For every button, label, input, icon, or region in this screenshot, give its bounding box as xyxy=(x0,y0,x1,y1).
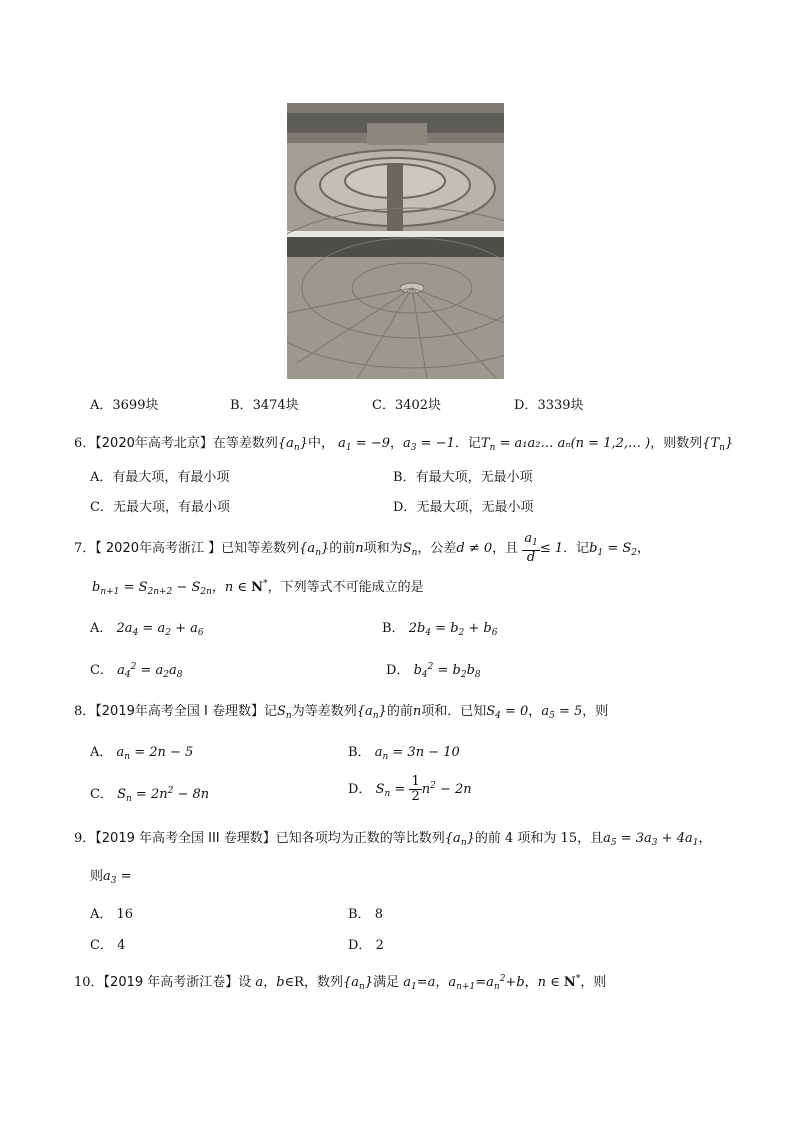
q7-stem: 7．【 2020年高考浙江 】已知等差数列$\{a_n\}$的前n项和为$S_n$，公差d ≠ 0，且 $\frac{a_1}{d}$ ≤ 1．记$b_1 = S_2$， xyxy=(74,531,651,565)
q8-option-b: B． $a_n = 3n - 10$ xyxy=(348,745,460,762)
q7-option-a: A． $2a_4 = a_2 + a_6$ xyxy=(90,621,204,638)
q10-stem: 10．【2019 年高考浙江卷】设 a，b∈R，数列$\{a_n\}$满足 $a_1=a$，$a_{n+1}=a_n^2+b$，n ∈ N*，则 xyxy=(74,974,607,992)
q5-option-c: C．3402块 xyxy=(372,398,442,413)
q9-option-c: C． 4 xyxy=(90,938,126,953)
q6-option-a: A．有最大项，有最小项 xyxy=(90,470,230,485)
q8-option-a: A． $a_n = 2n - 5$ xyxy=(90,745,194,762)
q8-option-c: C． $S_n = 2n^2 - 8n$ xyxy=(90,786,210,804)
q8-stem: 8．【2019年高考全国 I 卷理数】记$S_n$为等差数列$\{a_n\}$的前n项和．已知$S_4 = 0$，$a_5 = 5$，则 xyxy=(74,704,609,721)
q9-option-d: D． 2 xyxy=(348,938,384,953)
q5-option-d: D．3339块 xyxy=(514,398,584,413)
q6-option-b: B．有最大项，无最小项 xyxy=(393,470,533,485)
q5-option-a: A．3699块 xyxy=(90,398,159,413)
temple-of-heaven-photo xyxy=(287,103,504,379)
q9-stem: 9．【2019 年高考全国 III 卷理数】已知各项均为正数的等比数列$\{a_n\}$的前 4 项和为 15，且$a_5 = 3a_3 + 4a_1$， xyxy=(74,831,712,848)
q9-option-b: B． 8 xyxy=(348,907,383,922)
q7-option-c: C． $a_4^2 = a_2a_8$ xyxy=(90,662,183,680)
q5-option-b: B．3474块 xyxy=(230,398,299,413)
q8-option-d: D． $S_n$ = $\frac{1}{2}$ $n^2 - 2n$ xyxy=(348,774,472,804)
q7-option-d: D． $b_4^2 = b_2b_8$ xyxy=(386,662,481,680)
q9-stem-line2: 则$a_3$ = xyxy=(90,869,132,886)
q6-option-d: D．无最大项，无最小项 xyxy=(393,500,534,515)
q6-stem: 6．【2020年高考北京】在等差数列$\{a_n\}$中， $a_1 = -9$，$a_3 = -1$．记$T_n$ = a₁a₂… aₙ(n = 1,2,… )，则数列$\{T_n\}$ xyxy=(74,436,734,453)
q9-option-a: A． 16 xyxy=(90,907,134,922)
q6-option-c: C．无最大项，有最小项 xyxy=(90,500,230,515)
q7-stem-line2: $b_{n+1} = S_{2n+2} - S_{2n}$，n ∈ N*，下列等式不可能成立的是 xyxy=(92,579,424,597)
q7-option-b: B． $2b_4 = b_2 + b_6$ xyxy=(382,621,498,638)
